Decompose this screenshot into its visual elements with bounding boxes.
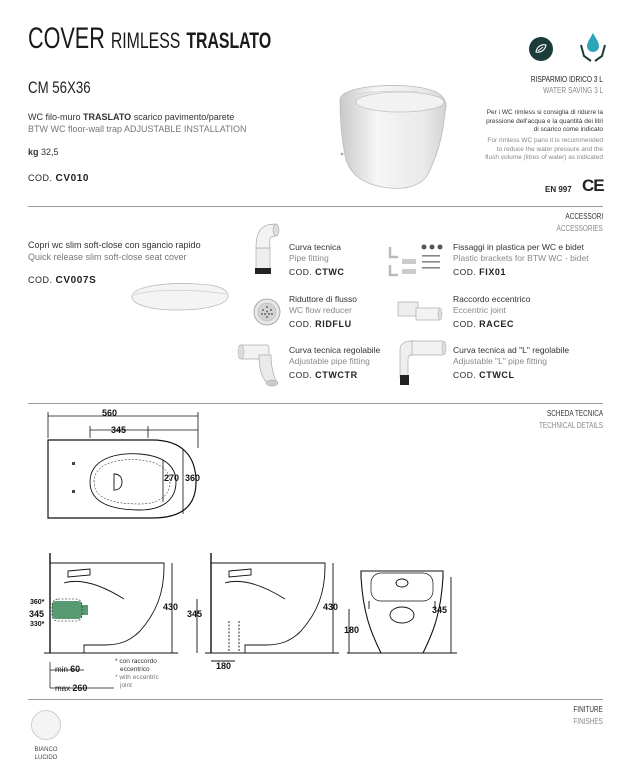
dim-front-345: 345: [432, 605, 448, 615]
acc-racec-name-en: Eccentric joint: [453, 305, 506, 315]
dim-top-345: 345: [111, 425, 127, 435]
dim-top-360: 360: [185, 473, 201, 483]
acc-ridflu-name-en: WC flow reducer: [289, 305, 352, 315]
water-saving-en: WATER SAVING 3 L: [542, 86, 603, 95]
acc-ctwc-name-en: Pipe fitting: [289, 253, 329, 263]
norm-en997: EN 997: [545, 185, 572, 194]
page-title: [28, 22, 271, 56]
technical-label-it: SCHEDA TECNICA: [546, 409, 603, 418]
acc-ctwcl-name-it: Curva tecnica ad "L" regolabile: [453, 345, 570, 355]
dim-side-345: 345: [29, 609, 45, 619]
acc-ctwctr-name-it: Curva tecnica regolabile: [289, 345, 381, 355]
pipe-fitting-image: [250, 218, 280, 276]
dim-top-270: 270: [164, 473, 180, 483]
dim-side-360: 360*: [30, 599, 45, 606]
product-desc-it: WC filo-muro TRASLATO scarico pavimento/parete: [28, 112, 235, 122]
dim-top-560: 560: [102, 408, 118, 418]
acc-ridflu-name-it: Riduttore di flusso: [289, 294, 358, 304]
dim-side-330: 330*: [30, 621, 45, 628]
finishes-label-it: FINITURE: [573, 705, 603, 714]
dim-min: min 60: [55, 664, 81, 674]
flow-reducer-image: [252, 297, 282, 327]
bottom-dim-lines: [44, 662, 114, 692]
rimless-note-en: For rimless WC pans it is recommended to reduce the water pressure and the flush volume (litres of water) as indicated: [485, 137, 603, 161]
eco-leaf-icon: [529, 37, 553, 61]
adjustable-pipe-fitting-image: [237, 337, 283, 387]
rimless-note-it: Per i WC rimless si consiglia di ridurre la pressione dell'acqua e la quantità dei litri di scarico come indicato: [486, 109, 603, 133]
side-view-drawing: [44, 553, 178, 663]
title-traslato: TRASLATO: [186, 28, 272, 53]
dim-max: max 260: [55, 683, 88, 693]
accessories-label-it: ACCESSORI: [565, 212, 603, 221]
title-rimless: RIMLESS: [110, 28, 181, 53]
dim-side2-430: 430: [323, 602, 339, 612]
acc-fix01-name-it: Fissaggi in plastica per WC e bidet: [453, 242, 584, 252]
side-view-2-drawing: [205, 553, 339, 665]
eccentric-joint-image: [396, 300, 442, 324]
dim-side-430: 430: [163, 602, 179, 612]
finish-swatch-bianco[interactable]: [31, 710, 61, 740]
accessories-label-en: ACCESSORIES: [556, 224, 603, 233]
acc-fix01-code: COD. FIX01: [453, 267, 507, 277]
model-size: CM 56X36: [28, 78, 91, 97]
finishes-label-en: FINISHES: [573, 717, 603, 726]
acc-ctwc-code: COD. CTWC: [289, 267, 345, 277]
plastic-brackets-image: [388, 243, 444, 279]
divider-finishes: [28, 699, 603, 700]
product-desc-en: BTW WC floor-wall trap ADJUSTABLE INSTALLATION: [28, 124, 247, 134]
product-weight: kg 32,5: [28, 147, 59, 157]
acc-ridflu-code: COD. RIDFLU: [289, 319, 352, 329]
divider-accessories: [28, 206, 603, 207]
technical-label-en: TECHNICAL DETAILS: [538, 421, 603, 430]
acc-racec-code: COD. RACEC: [453, 319, 515, 329]
acc-fix01-name-en: Plastic brackets for BTW WC - bidet: [453, 253, 589, 263]
dim-front-180: 180: [344, 625, 360, 635]
acc-ctwc-name-it: Curva tecnica: [289, 242, 341, 252]
dim-side2-345: 345: [187, 609, 203, 619]
seat-code: COD. CV007S: [28, 275, 97, 286]
acc-racec-name-it: Raccordo eccentrico: [453, 294, 531, 304]
water-saving-it: RISPARMIO IDRICO 3 L: [530, 75, 603, 84]
title-cover: COVER: [28, 22, 105, 55]
toilet-product-image: [328, 80, 458, 195]
finish-swatch-label: BIANCO LUCIDO: [34, 747, 58, 761]
divider-technical: [28, 403, 603, 404]
acc-ctwctr-name-en: Adjustable pipe fitting: [289, 356, 370, 366]
acc-ctwcl-code: COD. CTWCL: [453, 370, 515, 380]
seat-name-en: Quick release slim soft-close seat cover: [28, 252, 187, 262]
l-pipe-fitting-image: [396, 337, 446, 387]
ce-mark: CE: [582, 176, 604, 195]
eccentric-note: * con raccordo eccentrico * with eccentric joint: [115, 658, 159, 689]
seat-name-it: Copri wc slim soft-close con sgancio rapido: [28, 240, 201, 250]
acc-ctwctr-code: COD. CTWCTR: [289, 370, 358, 380]
seat-cover-image: [128, 276, 233, 316]
dim-side2-180: 180: [216, 661, 232, 671]
product-code: COD. CV010: [28, 173, 90, 184]
acc-ctwcl-name-en: Adjustable "L" pipe fitting: [453, 356, 547, 366]
water-hands-icon: [578, 30, 608, 64]
